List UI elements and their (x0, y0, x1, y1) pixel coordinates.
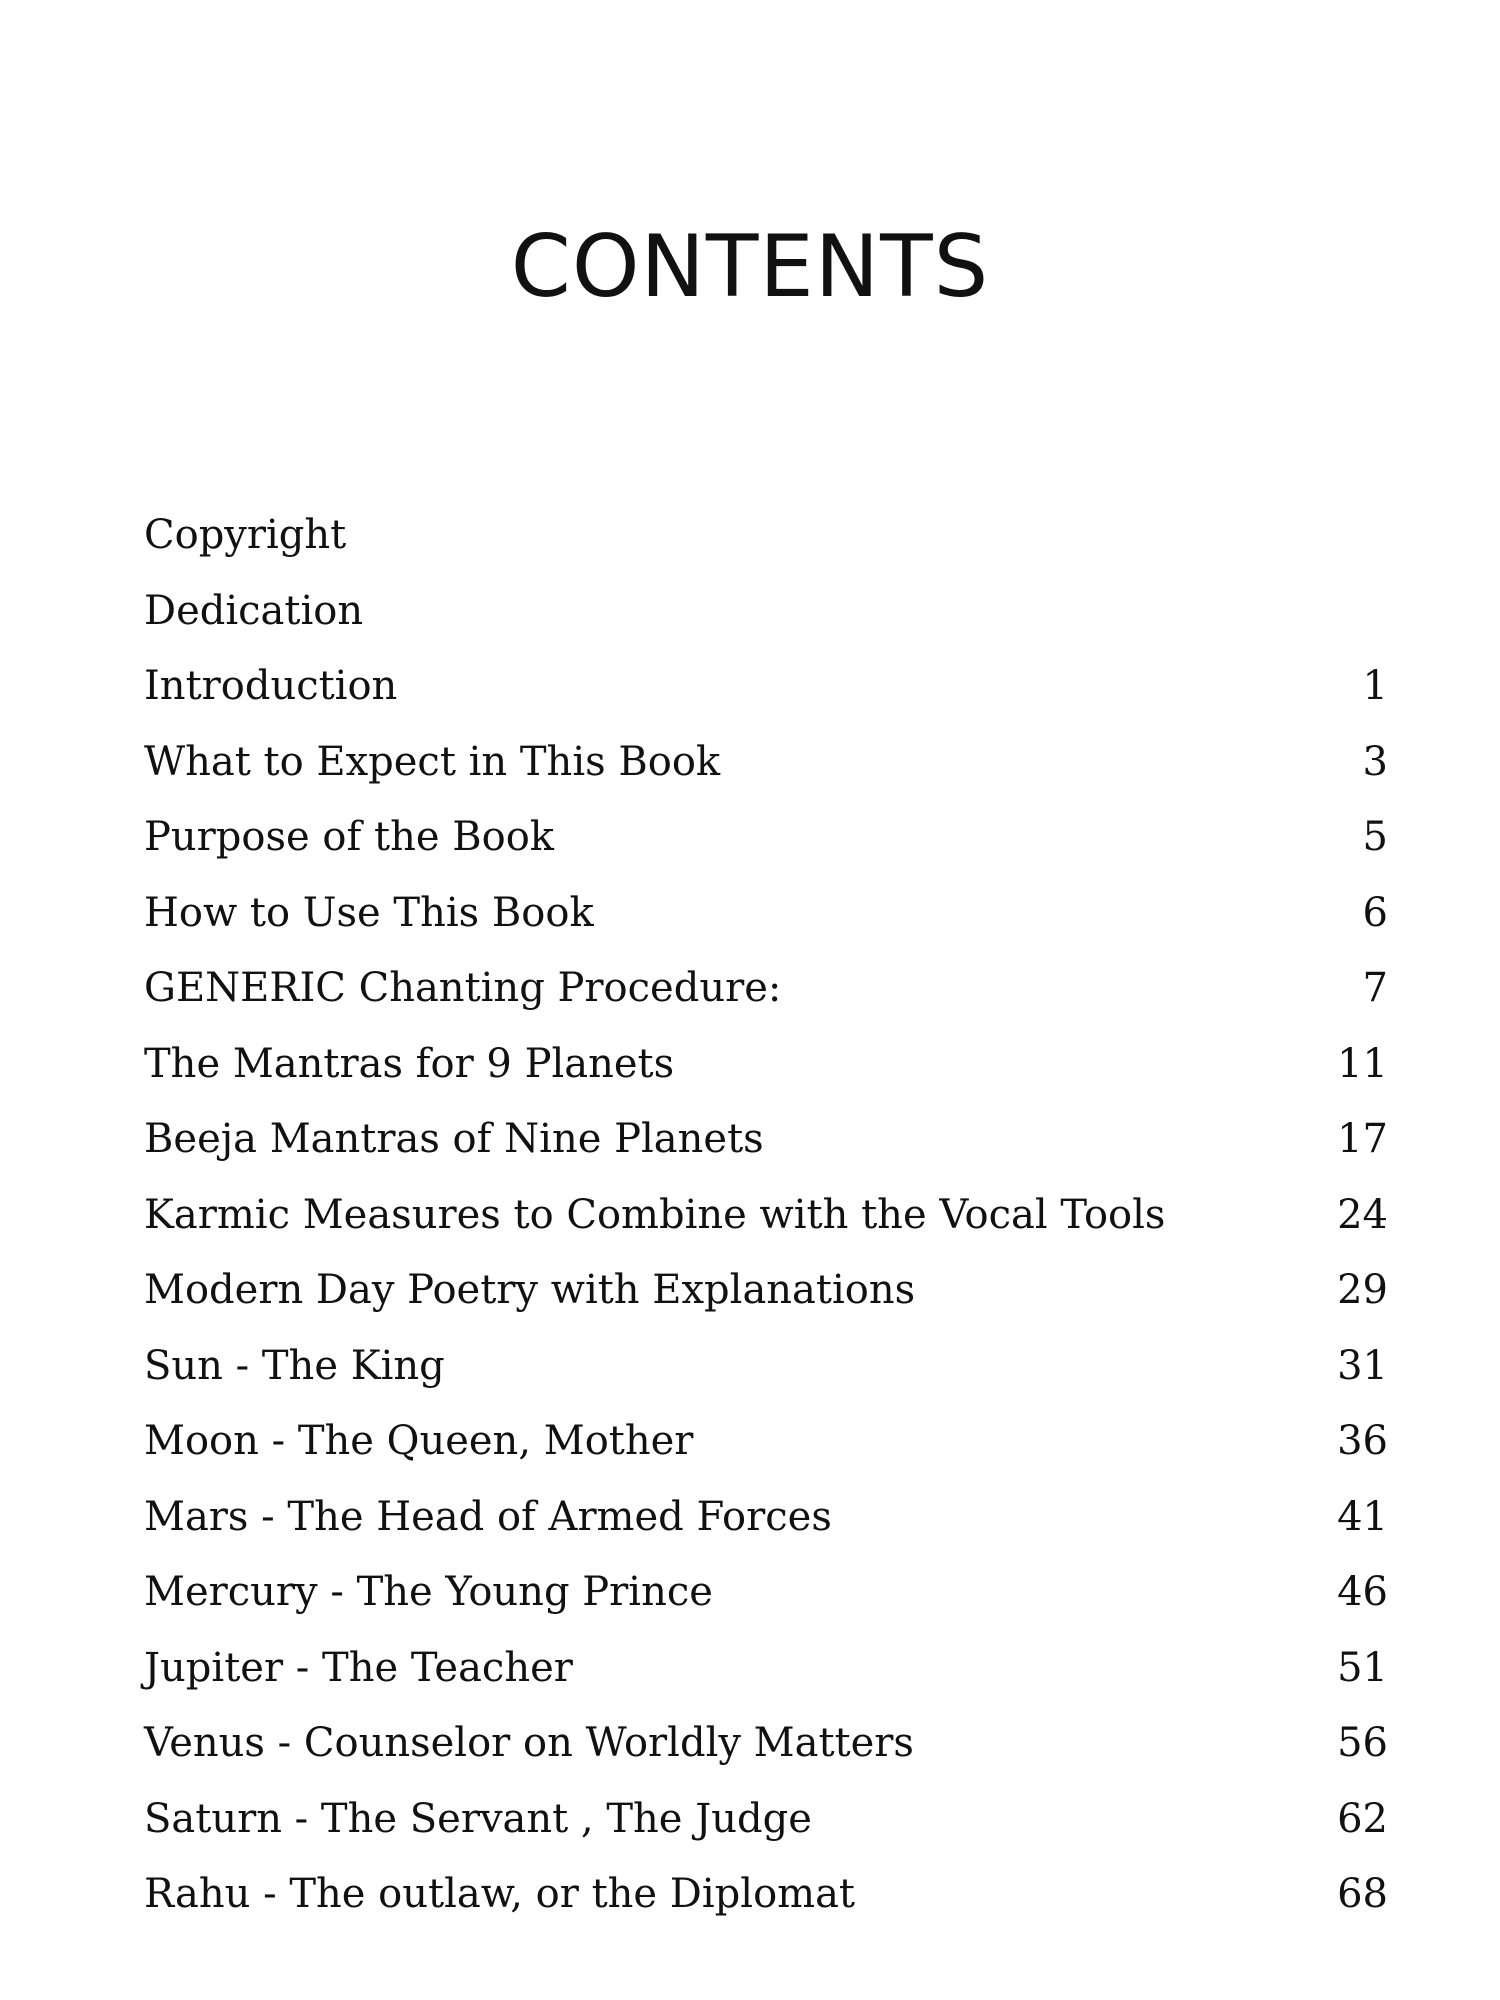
toc-entry[interactable] (144, 1178, 1388, 1254)
toc-entry-page: 6 (1362, 889, 1388, 936)
toc-entry-title: What to Expect in This Book (144, 738, 721, 785)
table-of-contents (144, 498, 1388, 1933)
toc-entry-title: Sun - The King (144, 1342, 445, 1389)
toc-entry[interactable] (144, 1329, 1388, 1405)
toc-entry-page: 68 (1337, 1871, 1388, 1917)
toc-entry[interactable] (144, 1555, 1388, 1631)
toc-entry-title: Jupiter - The Teacher (144, 1644, 573, 1691)
toc-entry-title: Saturn - The Servant , The Judge (144, 1795, 812, 1842)
toc-entry[interactable] (144, 1027, 1388, 1103)
toc-entry-title: Modern Day Poetry with Explanations (144, 1267, 916, 1313)
toc-entry-title: Copyright (144, 512, 347, 558)
toc-entry-page: 3 (1362, 738, 1388, 785)
toc-entry-title: Venus - Counselor on Worldly Matters (144, 1720, 914, 1766)
toc-entry-page: 1 (1362, 663, 1388, 709)
toc-entry-page: 31 (1337, 1342, 1388, 1389)
toc-entry-page: 36 (1337, 1418, 1388, 1464)
toc-entry[interactable] (144, 649, 1388, 725)
toc-entry[interactable] (144, 1631, 1388, 1707)
toc-entry[interactable] (144, 1706, 1388, 1782)
toc-entry-title: Mars - The Head of Armed Forces (144, 1493, 832, 1540)
toc-entry[interactable] (144, 1782, 1388, 1858)
toc-entry-page: 29 (1337, 1267, 1388, 1313)
toc-entry-title: Dedication (144, 587, 364, 634)
toc-entry[interactable] (144, 574, 1388, 650)
toc-entry-title: The Mantras for 9 Planets (144, 1040, 675, 1087)
toc-entry[interactable] (144, 1480, 1388, 1556)
toc-entry-page: 24 (1337, 1191, 1388, 1238)
toc-entry-page: 51 (1337, 1644, 1388, 1691)
toc-entry-title: Beeja Mantras of Nine Planets (144, 1116, 764, 1162)
toc-entry-title: GENERIC Chanting Procedure: (144, 965, 782, 1011)
toc-entry[interactable] (144, 876, 1388, 952)
toc-entry-page: 62 (1337, 1795, 1388, 1842)
toc-entry-page: 41 (1337, 1493, 1388, 1540)
toc-entry-page: 7 (1362, 965, 1388, 1011)
toc-entry-title: Karmic Measures to Combine with the Vocal Tools (144, 1191, 1166, 1238)
toc-entry-title: How to Use This Book (144, 889, 594, 936)
toc-entry-title: Introduction (144, 663, 398, 709)
toc-entry-title: Mercury - The Young Prince (144, 1569, 713, 1615)
toc-entry[interactable] (144, 951, 1388, 1027)
toc-entry[interactable] (144, 725, 1388, 801)
toc-entry[interactable] (144, 1857, 1388, 1933)
toc-entry[interactable] (144, 1253, 1388, 1329)
toc-entry-page: 56 (1337, 1720, 1388, 1766)
toc-entry[interactable] (144, 800, 1388, 876)
page-title: CONTENTS (510, 217, 990, 317)
toc-entry-title: Purpose of the Book (144, 814, 555, 860)
toc-entry[interactable] (144, 1102, 1388, 1178)
toc-entry-page: 17 (1337, 1116, 1388, 1162)
toc-entry-title: Rahu - The outlaw, or the Diplomat (144, 1871, 855, 1917)
toc-entry-page: 11 (1337, 1040, 1388, 1087)
toc-entry[interactable] (144, 498, 1388, 574)
toc-entry-page: 5 (1362, 814, 1388, 860)
toc-entry[interactable] (144, 1404, 1388, 1480)
toc-entry-page: 46 (1337, 1569, 1388, 1615)
toc-entry-title: Moon - The Queen, Mother (144, 1418, 694, 1464)
